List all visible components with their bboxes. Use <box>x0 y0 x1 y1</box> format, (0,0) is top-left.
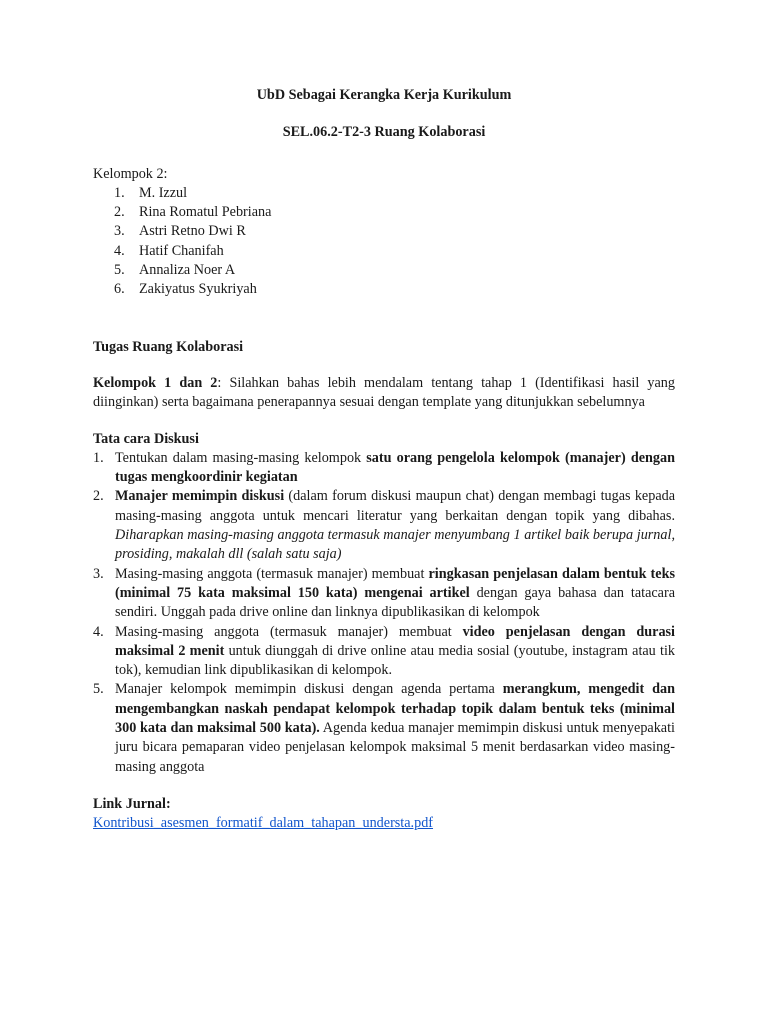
member-name: Astri Retno Dwi R <box>139 223 246 240</box>
member-item <box>93 280 675 299</box>
step-item <box>93 680 675 776</box>
step-item <box>93 487 675 564</box>
document-body <box>93 86 675 834</box>
member-name: Rina Romatul Pebriana <box>139 204 272 221</box>
step-item <box>93 623 675 681</box>
step-number: 3. <box>93 565 104 582</box>
step-item <box>93 449 675 488</box>
step-plain-text: Tentukan dalam masing-masing kelompok <box>115 449 367 466</box>
step-plain-text: (dalam forum diskusi maupun chat) dengan membagi tugas kepada masing-masing anggota untuk mencari literatur yang berkaitan dengan topik yang dibahas. <box>115 488 676 524</box>
task-heading: Tugas Ruang Kolaborasi <box>93 338 244 355</box>
member-item <box>93 203 675 222</box>
member-number: 4. <box>114 242 125 259</box>
step-italic-text: Diharapkan masing-masing anggota termasuk manajer menyumbang 1 artikel baik berupa jurnal, prosiding, makalah dll (salah satu saja) <box>115 527 675 563</box>
group-label: Kelompok 2: <box>93 165 168 182</box>
step-bold-text: Manajer memimpin diskusi <box>115 488 285 505</box>
step-plain-text: untuk diunggah di drive online atau media sosial (youtube, instagram atau tik tok), kemudian link dipublikasikan di kelompok. <box>115 642 675 679</box>
member-number: 6. <box>114 281 125 298</box>
step-text <box>115 565 675 623</box>
link-heading: Link Jurnal: <box>93 795 171 812</box>
step-number: 4. <box>93 623 104 640</box>
step-plain-text: Manajer kelompok memimpin diskusi dengan agenda pertama <box>115 681 503 698</box>
member-number: 1. <box>114 184 125 201</box>
member-name: M. Izzul <box>139 184 188 201</box>
member-item <box>93 222 675 241</box>
step-plain-text: Masing-masing anggota (termasuk manajer) membuat <box>115 565 429 582</box>
member-number: 5. <box>114 262 125 279</box>
member-item <box>93 242 675 261</box>
journal-link[interactable]: Kontribusi_asesmen_formatif_dalam_tahapan_understa.pdf <box>93 815 434 832</box>
step-plain-text: dengan gaya bahasa dan tatacara sendiri. Unggah pada drive online dan linknya dipublikasikan di kelompok <box>115 584 675 621</box>
step-plain-text: Masing-masing anggota (termasuk manajer) membuat <box>115 623 463 640</box>
task-text: : Silahkan bahas lebih mendalam tentang tahap 1 (Identifikasi hasil yang diinginkan) serta bagaimana penerapannya sesuai dengan template yang ditunjukkan sebelumnya <box>93 374 675 411</box>
member-item <box>93 261 675 280</box>
step-item <box>93 565 675 623</box>
step-number: 2. <box>93 488 104 505</box>
member-list <box>93 184 675 300</box>
member-item <box>93 184 675 203</box>
task-bold: Kelompok 1 dan 2 <box>93 374 218 391</box>
steps-heading: Tata cara Diskusi <box>93 430 199 447</box>
step-bold-text: satu orang pengelola kelompok (manajer) dengan tugas mengkoordinir kegiatan <box>115 449 675 486</box>
document-subtitle: SEL.06.2-T2-3 Ruang Kolaborasi <box>282 124 486 141</box>
step-text <box>115 680 675 776</box>
member-name: Annaliza Noer A <box>139 262 236 279</box>
step-text <box>115 449 675 488</box>
steps-list <box>93 449 675 777</box>
step-bold-text: merangkum, mengedit dan mengembangkan naskah pendapat kelompok terhadap topik dalam bentuk teks (minimal 300 kata dan maksimal 500 kata). <box>115 681 675 737</box>
step-plain-text: Agenda kedua manajer memimpin diskusi untuk menyepakati juru bicara pemaparan video penjelasan kelompok maksimal 5 menit berdasarkan video masing-masing anggota <box>115 720 675 775</box>
step-text <box>115 487 675 564</box>
member-number: 2. <box>114 204 125 221</box>
step-bold-text: video penjelasan dengan durasi maksimal 2 menit <box>115 623 675 659</box>
member-name: Hatif Chanifah <box>139 242 224 259</box>
step-bold-text: ringkasan penjelasan dalam bentuk teks (minimal 75 kata maksimal 150 kata) mengenai artikel <box>115 565 675 601</box>
step-text <box>115 623 675 681</box>
task-paragraph <box>93 374 675 413</box>
member-number: 3. <box>114 223 125 240</box>
document-title: UbD Sebagai Kerangka Kerja Kurikulum <box>256 87 512 103</box>
step-number: 5. <box>93 681 104 698</box>
member-name: Zakiyatus Syukriyah <box>139 281 257 298</box>
step-number: 1. <box>93 449 104 466</box>
